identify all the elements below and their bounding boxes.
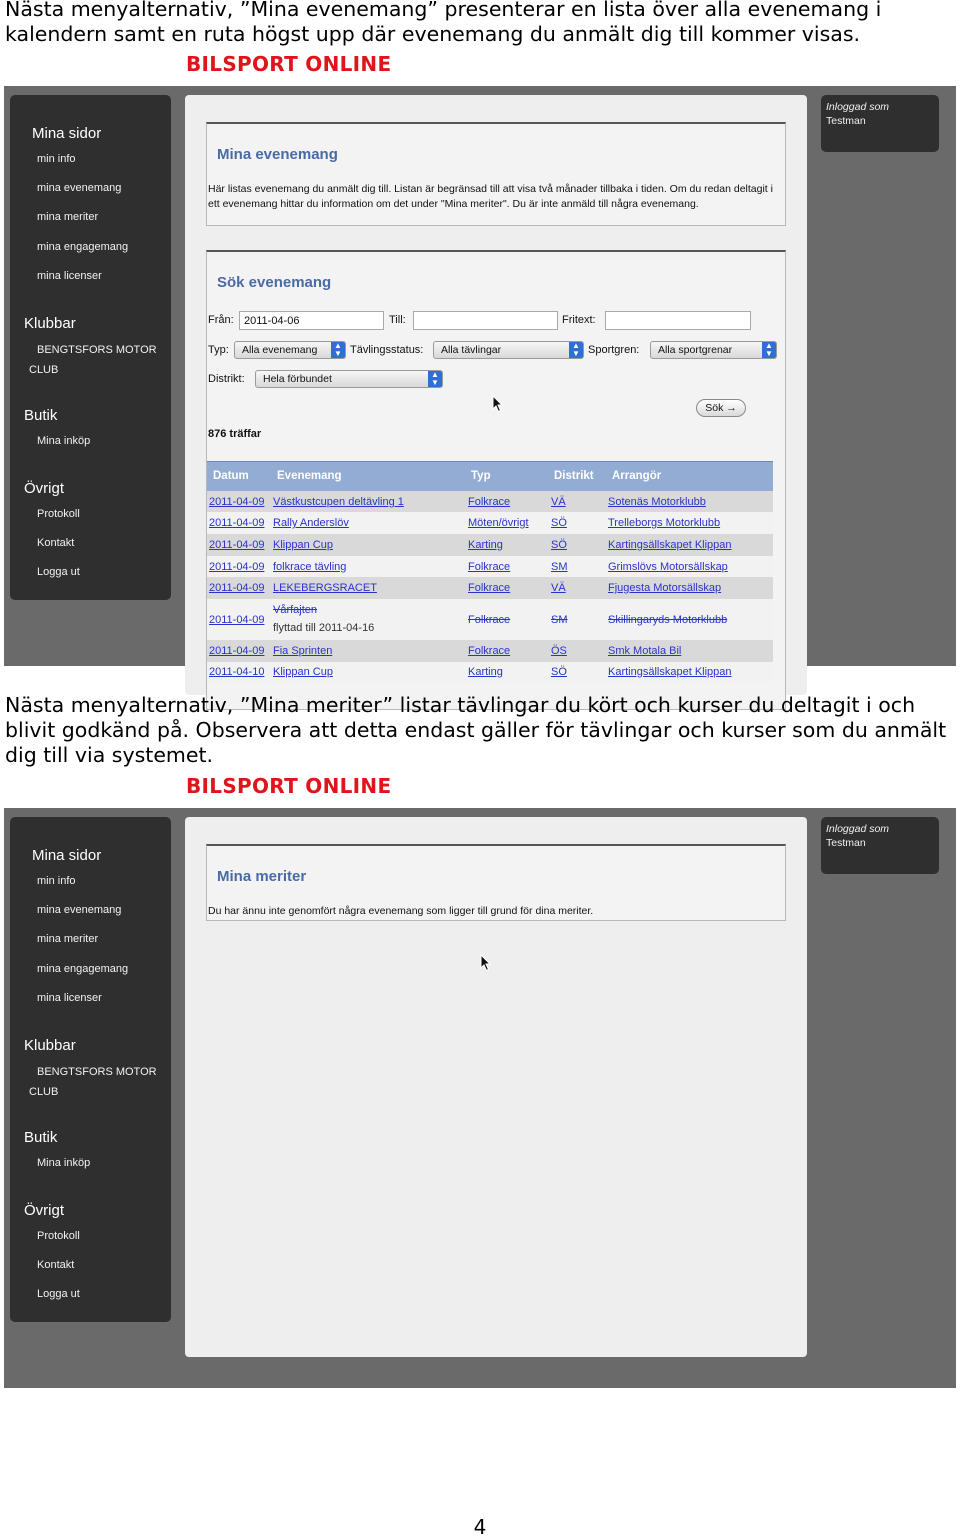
sidebar-item-protokoll[interactable]: Protokoll — [37, 508, 80, 520]
cell-type[interactable]: Möten/övrigt — [468, 517, 529, 529]
cell-date[interactable]: 2011-04-09 — [209, 614, 265, 626]
status-select[interactable] — [433, 341, 584, 359]
status-select-value: Alla tävlingar — [441, 344, 502, 356]
table-row — [207, 534, 773, 556]
cell-event[interactable]: Klippan Cup — [273, 539, 333, 551]
cell-date[interactable]: 2011-04-09 — [209, 517, 265, 529]
sidebar-item-mina-meriter[interactable]: mina meriter — [37, 933, 99, 945]
cell-event-note: flyttad till 2011-04-16 — [273, 622, 375, 634]
status-label: Tävlingsstatus: — [350, 344, 424, 356]
sidebar-item-mina-engagemang[interactable]: mina engagemang — [37, 241, 129, 253]
cell-event[interactable]: Rally Anderslöv — [273, 517, 349, 529]
cell-organizer[interactable]: Fjugesta Motorsällskap — [608, 582, 722, 594]
header-arrangor[interactable]: Arrangör — [612, 470, 662, 482]
my-merits-panel — [206, 844, 786, 921]
sidebar-heading-butik: Butik — [24, 407, 58, 424]
sidebar-item-mina-meriter[interactable]: mina meriter — [37, 211, 99, 223]
cell-type[interactable]: Karting — [468, 539, 503, 551]
panel-text: Här listas evenemang du anmält dig till. Listan är begränsad till att visa två månader tillbaka i tiden. Om du redan deltagit i ett evenemang hittar du information om det under "Mina meriter". Du är inte anmäld till några evenemang. — [208, 183, 773, 210]
panel-title: Mina evenemang — [217, 146, 338, 163]
cell-district[interactable]: SÖ — [551, 517, 567, 529]
intro-paragraph-1: Nästa menyalternativ, ”Mina evenemang” presenterar en lista över alla evenemang i kalendern samt en ruta högst upp där evenemang du anmält dig till kommer visas. — [5, 0, 882, 46]
logged-in-label: Inloggad som — [826, 823, 890, 835]
bilsport-logo: BILSPORT ONLINE — [186, 774, 392, 798]
table-row — [207, 556, 773, 577]
screenshot-mina-evenemang — [4, 86, 956, 678]
sidebar-item-min-info[interactable]: min info — [37, 153, 76, 165]
cell-event[interactable]: LEKEBERGSRACET — [273, 582, 377, 594]
sidebar-item-club[interactable]: BENGTSFORS MOTOR CLUB — [29, 1066, 157, 1098]
cell-organizer[interactable]: Sotenäs Motorklubb — [608, 496, 706, 508]
sidebar-item-logga-ut[interactable]: Logga ut — [37, 566, 80, 578]
cell-type[interactable]: Karting — [468, 666, 503, 678]
sidebar-heading-mina-sidor: Mina sidor — [32, 847, 102, 864]
mouse-cursor-icon — [480, 954, 492, 972]
to-date-input[interactable] — [413, 311, 558, 330]
cell-organizer[interactable]: Kartingsällskapet Klippan — [608, 539, 732, 551]
cell-date[interactable]: 2011-04-09 — [209, 645, 265, 657]
cell-date[interactable]: 2011-04-09 — [209, 496, 265, 508]
sidebar-item-mina-licenser[interactable]: mina licenser — [37, 270, 102, 282]
from-date-input[interactable] — [239, 311, 384, 330]
header-distrikt[interactable]: Distrikt — [554, 470, 594, 482]
table-row — [207, 662, 773, 684]
sidebar-heading-ovrigt: Övrigt — [24, 480, 65, 497]
sidebar-item-logga-ut[interactable]: Logga ut — [37, 1288, 80, 1300]
sidebar-item-protokoll[interactable]: Protokoll — [37, 1230, 80, 1242]
cell-district[interactable]: SÖ — [551, 539, 567, 551]
to-label: Till: — [389, 314, 406, 326]
cell-district[interactable]: VÄ — [551, 496, 566, 508]
cell-district[interactable]: ÖS — [551, 645, 567, 657]
cell-date[interactable]: 2011-04-09 — [209, 582, 265, 594]
type-select-value: Alla evenemang — [242, 344, 318, 356]
table-row — [207, 512, 773, 534]
intro-paragraph-2: Nästa menyalternativ, ”Mina meriter” listar tävlingar du kört och kurser du deltagit i och blivit godkänd på. Observera att detta endast gäller för tävlingar och kurser som du anmält dig till via systemet. — [5, 693, 947, 767]
type-select[interactable] — [234, 341, 346, 359]
freetext-label: Fritext: — [562, 314, 596, 326]
search-title: Sök evenemang — [217, 274, 332, 291]
table-header — [207, 461, 773, 491]
logged-in-box — [821, 817, 939, 874]
district-select[interactable] — [255, 370, 443, 388]
sport-select[interactable] — [650, 341, 777, 359]
logged-in-user: Testman — [826, 115, 866, 127]
cell-organizer[interactable]: Grimslövs Motorsällskap — [608, 561, 728, 573]
sidebar-heading-mina-sidor: Mina sidor — [32, 125, 102, 142]
sidebar-item-mina-inkop[interactable]: Mina inköp — [37, 435, 91, 447]
sidebar — [10, 95, 171, 600]
cell-date[interactable]: 2011-04-10 — [209, 666, 265, 678]
logged-in-box — [821, 95, 939, 152]
page-number: 4 — [473, 1515, 487, 1539]
cell-type[interactable]: Folkrace — [468, 496, 511, 508]
cell-event[interactable]: Fia Sprinten — [273, 645, 333, 657]
select-arrows-icon: ▲ ▼ — [762, 342, 776, 358]
cell-organizer[interactable]: Kartingsällskapet Klippan — [608, 666, 732, 678]
cell-district[interactable]: SM — [551, 561, 568, 573]
select-arrows-icon: ▲ ▼ — [428, 371, 442, 387]
mouse-cursor-icon — [492, 395, 504, 413]
cell-event[interactable]: Vårfajten — [273, 604, 318, 616]
sidebar-item-mina-engagemang[interactable]: mina engagemang — [37, 963, 129, 975]
logged-in-label: Inloggad som — [826, 101, 890, 113]
panel-text: Du har ännu inte genomfört några evenemang som ligger till grund för dina meriter. — [208, 905, 594, 917]
bilsport-logo: BILSPORT ONLINE — [186, 52, 392, 76]
panel-title: Mina meriter — [217, 868, 307, 885]
main-content — [185, 95, 807, 695]
cell-organizer[interactable]: Trelleborgs Motorklubb — [608, 517, 721, 529]
table-row — [207, 640, 773, 662]
cell-district[interactable]: VÄ — [551, 582, 566, 594]
logged-in-user: Testman — [826, 837, 866, 849]
sidebar-heading-ovrigt: Övrigt — [24, 1202, 65, 1219]
sidebar-item-kontakt[interactable]: Kontakt — [37, 1259, 75, 1271]
header-typ[interactable]: Typ — [471, 470, 491, 482]
search-button[interactable]: Sök → — [696, 399, 746, 417]
select-arrows-icon: ▲ ▼ — [569, 342, 583, 358]
sidebar-heading-klubbar: Klubbar — [24, 1037, 76, 1054]
sidebar-item-mina-licenser[interactable]: mina licenser — [37, 992, 102, 1004]
cell-type[interactable]: Folkrace — [468, 645, 511, 657]
district-label: Distrikt: — [208, 373, 245, 385]
cell-district[interactable]: SÖ — [551, 666, 567, 678]
cell-type[interactable]: Folkrace — [468, 614, 511, 626]
sidebar-heading-klubbar: Klubbar — [24, 315, 76, 332]
sidebar-item-club[interactable]: BENGTSFORS MOTOR CLUB — [29, 344, 157, 376]
cell-event[interactable]: Klippan Cup — [273, 666, 333, 678]
sidebar-item-kontakt[interactable]: Kontakt — [37, 537, 75, 549]
main-content — [185, 817, 807, 1357]
cell-district[interactable]: SM — [551, 614, 568, 626]
cell-date[interactable]: 2011-04-09 — [209, 561, 265, 573]
table-row — [207, 577, 773, 599]
from-label: Från: — [208, 314, 234, 326]
hits-count: 876 träffar — [208, 428, 262, 440]
type-label: Typ: — [208, 344, 229, 356]
sidebar-item-mina-inkop[interactable]: Mina inköp — [37, 1157, 91, 1169]
freetext-input[interactable] — [605, 311, 751, 330]
select-arrows-icon: ▲ ▼ — [331, 342, 345, 358]
cell-type[interactable]: Folkrace — [468, 561, 511, 573]
cell-event[interactable]: Västkustcupen deltävling 1 — [273, 496, 404, 508]
header-evenemang[interactable]: Evenemang — [277, 470, 342, 482]
sidebar-heading-butik: Butik — [24, 1129, 58, 1146]
district-select-value: Hela förbundet — [263, 373, 332, 385]
sidebar-item-mina-evenemang[interactable]: mina evenemang — [37, 182, 122, 194]
sidebar-item-mina-evenemang[interactable]: mina evenemang — [37, 904, 122, 916]
cell-organizer[interactable]: Smk Motala Bil — [608, 645, 682, 657]
table-row — [207, 599, 773, 640]
header-datum[interactable]: Datum — [213, 470, 249, 482]
table-row — [207, 491, 773, 512]
sidebar-item-min-info[interactable]: min info — [37, 875, 76, 887]
cell-event[interactable]: folkrace tävling — [273, 561, 347, 573]
sport-label: Sportgren: — [588, 344, 640, 356]
cell-organizer[interactable]: Skillingaryds Motorklubb — [608, 614, 728, 626]
cell-date[interactable]: 2011-04-09 — [209, 539, 265, 551]
sport-select-value: Alla sportgrenar — [658, 344, 733, 356]
cell-type[interactable]: Folkrace — [468, 582, 511, 594]
screenshot-mina-meriter — [4, 808, 956, 1388]
my-events-panel — [206, 122, 786, 226]
sidebar — [10, 817, 171, 1322]
